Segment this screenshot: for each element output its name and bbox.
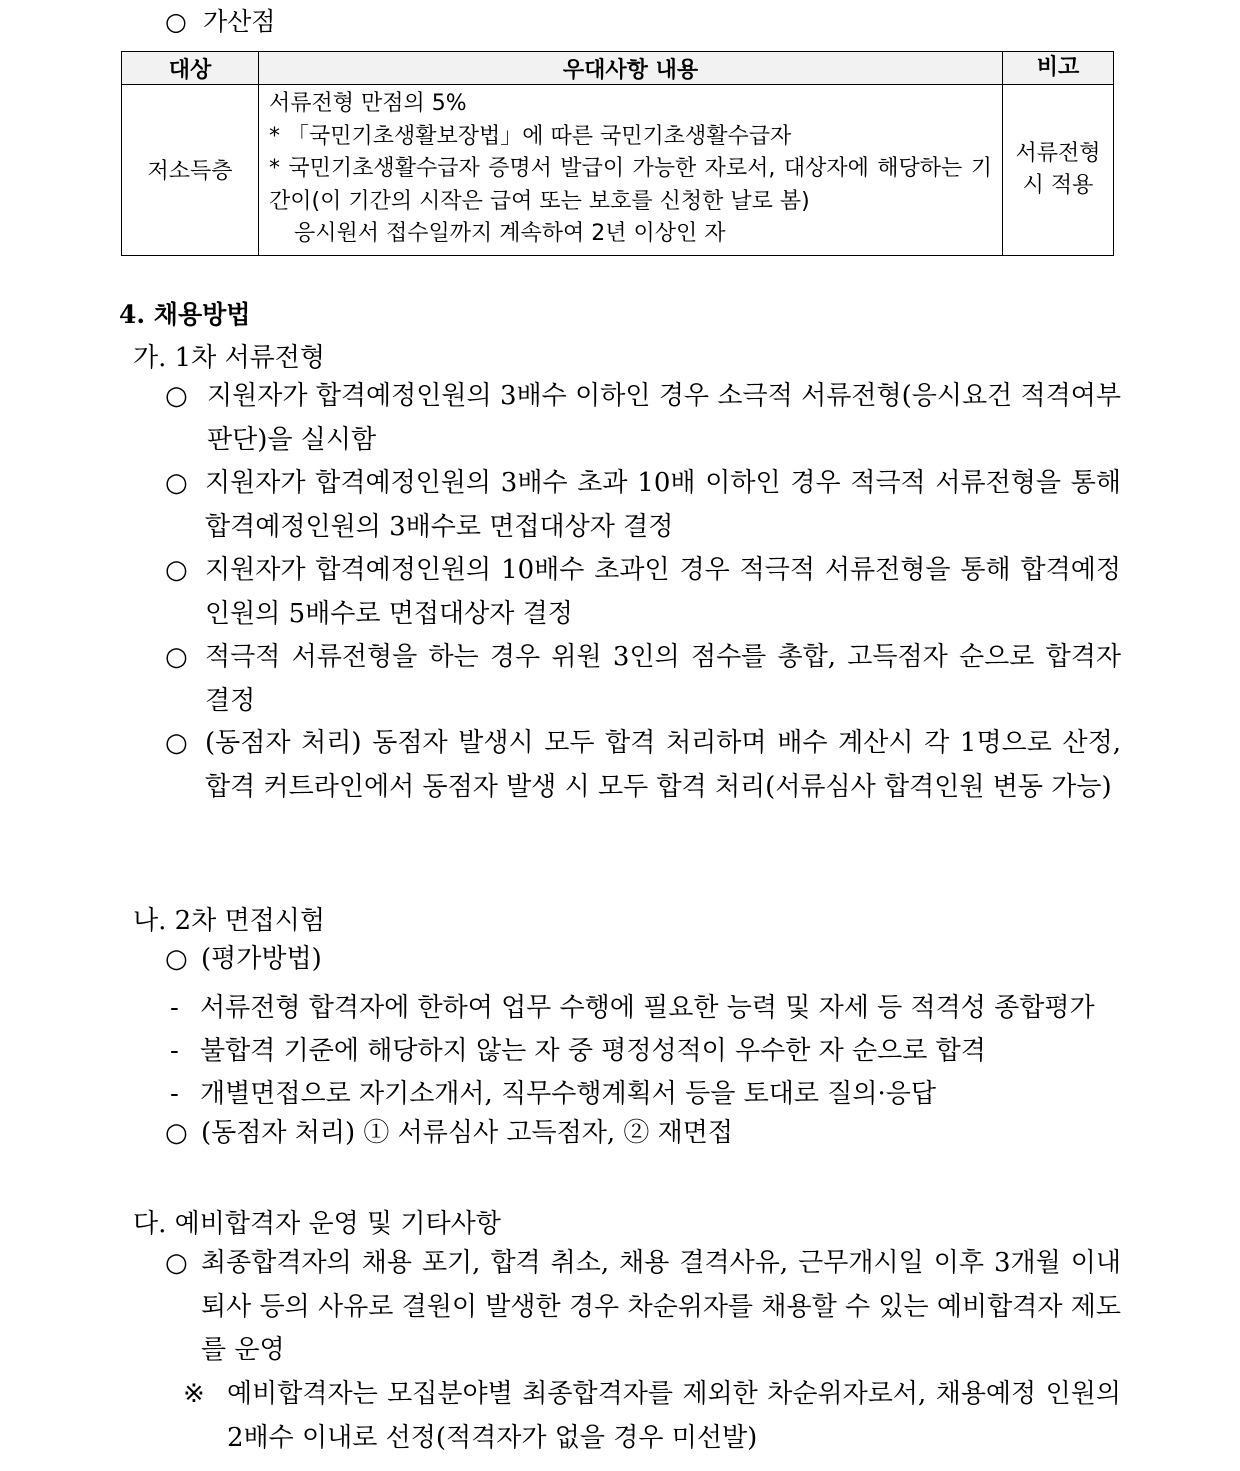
list-item [170, 987, 1095, 1024]
part-a-heading: 가. 1차 서류전형 [133, 343, 326, 373]
cell-content [259, 85, 1003, 256]
list-item [165, 1242, 1121, 1373]
bullet-circle-icon: ○ [165, 555, 188, 585]
header-target: 대상 [122, 52, 259, 85]
bullet-circle-icon: ○ [165, 381, 188, 411]
table-header-row [122, 52, 1114, 85]
part-b-heading: 나. 2차 면접시험 [133, 906, 326, 936]
list-item [165, 636, 1121, 723]
list-item-text: 지원자가 합격예정인원의 3배수 이하인 경우 소극적 서류전형(응시요건 적격여부 판단)을 실시함 [207, 381, 1121, 455]
dash-marker: - [170, 1079, 179, 1109]
header-content: 우대사항 내용 [259, 52, 1003, 85]
list-item [170, 1073, 936, 1110]
cell-target: 저소득층 [122, 85, 259, 256]
evaluation-method-label: ○ (평가방법) [165, 938, 1121, 982]
bonus-points-heading [165, 2, 275, 38]
note-line-2: 시 적용 [1022, 172, 1094, 198]
list-item-text: 최종합격자의 채용 포기, 합격 취소, 채용 결격사유, 근무개시일 이후 3개월 이내 퇴사 등의 사유로 결원이 발생한 경우 차순위자를 채용할 수 있는 예비합격자 제도를 운영 [201, 1248, 1121, 1365]
content-note-2: * 국민기초생활수급자 증명서 발급이 가능한 자로서, 대상자에 해당하는 기간이(이 기간의 시작은 급여 또는 보호를 신청한 날로 봄) [269, 156, 992, 214]
reference-note [183, 1373, 1121, 1460]
cell-note [1003, 85, 1114, 256]
dash-marker: - [170, 993, 179, 1023]
bullet-circle-icon: ○ [165, 7, 187, 36]
list-item-text: 개별면접으로 자기소개서, 직무수행계획서 등을 토대로 질의·응답 [200, 1079, 936, 1109]
header-note: 비고 [1003, 52, 1114, 85]
reference-mark-icon: ※ [183, 1379, 205, 1409]
list-item [165, 375, 1121, 462]
dash-marker: - [170, 1036, 179, 1066]
bullet-circle-icon: ○ [165, 1118, 188, 1148]
list-item [165, 462, 1121, 549]
bonus-points-label: 가산점 [203, 7, 276, 36]
list-item-text: 지원자가 합격예정인원의 10배수 초과인 경우 적극적 서류전형을 통해 합격예정인원의 5배수로 면접대상자 결정 [205, 555, 1121, 629]
tie-rule: ○ (동점자 처리) ① 서류심사 고득점자, ② 재면접 [165, 1112, 1121, 1156]
list-item [165, 549, 1121, 636]
list-item-text: 지원자가 합격예정인원의 3배수 초과 10배 이하인 경우 적극적 서류전형을 통해 합격예정인원의 3배수로 면접대상자 결정 [205, 468, 1121, 542]
content-main: 서류전형 만점의 5% [269, 91, 467, 116]
content-note-2-end: 응시원서 접수일까지 계속하여 2년 이상인 자 [294, 221, 726, 246]
list-item-text: 불합격 기준에 해당하지 않는 자 중 평정성적이 우수한 자 순으로 합격 [200, 1036, 986, 1066]
bullet-circle-icon: ○ [165, 728, 188, 758]
section-title: 4. 채용방법 [119, 300, 251, 329]
list-item [165, 722, 1121, 809]
list-item-text: 적극적 서류전형을 하는 경우 위원 3인의 점수를 총합, 고득점자 순으로 합격자 결정 [205, 642, 1121, 716]
bullet-circle-icon: ○ [165, 1248, 188, 1278]
list-item [170, 1030, 986, 1067]
bullet-circle-icon: ○ [165, 944, 188, 974]
list-item-text: 서류전형 합격자에 한하여 업무 수행에 필요한 능력 및 자세 등 적격성 종합평가 [200, 993, 1095, 1023]
list-item-text: (동점자 처리) 동점자 발생시 모두 합격 처리하며 배수 계산시 각 1명으로 산정, 합격 커트라인에서 동점자 발생 시 모두 합격 처리(서류심사 합격인원 변동 가능) [205, 728, 1121, 802]
reference-note-text: 예비합격자는 모집분야별 최종합격자를 제외한 차순위자로서, 채용예정 인원의 2배수 이내로 선정(적격자가 없을 경우 미선발) [227, 1379, 1121, 1453]
part-c-heading: 다. 예비합격자 운영 및 기타사항 [133, 1209, 501, 1239]
table-row [122, 85, 1114, 256]
bonus-table [121, 51, 1114, 256]
note-line-1: 서류전형 [1015, 140, 1101, 166]
bullet-circle-icon: ○ [165, 468, 188, 498]
content-note-1: * 「국민기초생활보장법」에 따른 국민기초생활수급자 [269, 123, 792, 149]
bullet-circle-icon: ○ [165, 642, 188, 672]
